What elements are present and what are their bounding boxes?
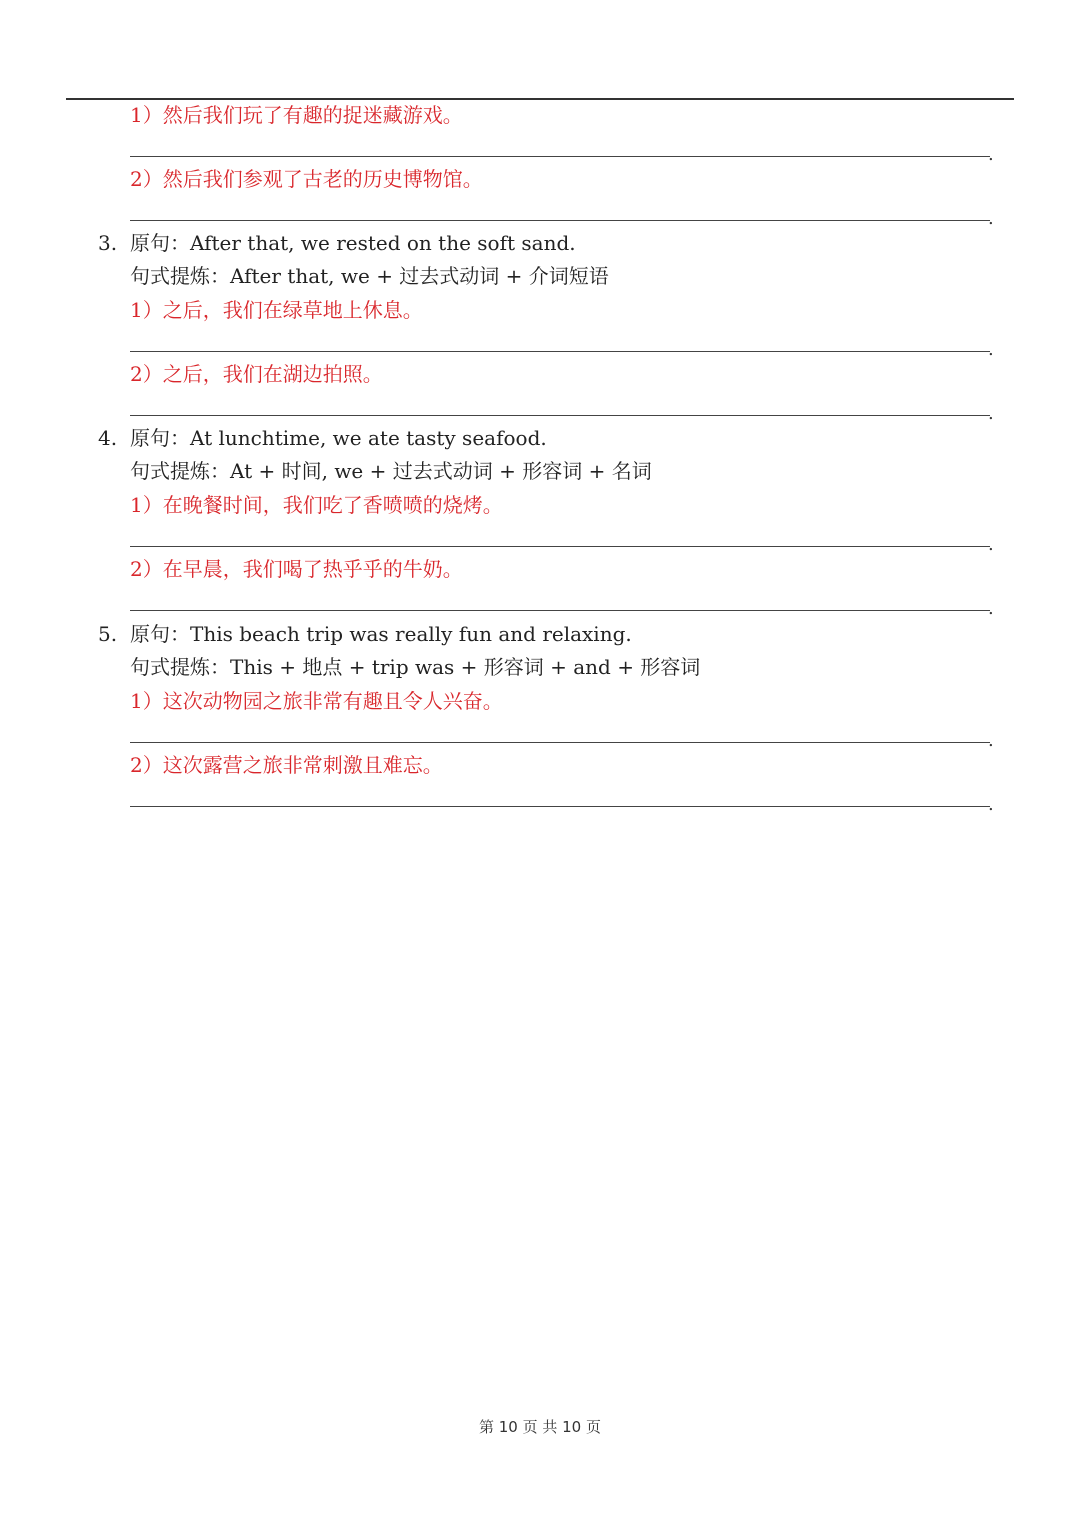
q3-original-sentence: 原句：After that, we rested on the soft sand. (130, 231, 576, 255)
q3-answer-end-1: . (988, 339, 994, 360)
q5-answer-line-1[interactable] (130, 742, 990, 743)
q5-translation-2: 2）这次露营之旅非常刺激且难忘。 (130, 753, 443, 777)
q3-answer-line-2[interactable] (130, 415, 990, 416)
q5-translation-1: 1）这次动物园之旅非常有趣且令人兴奋。 (130, 689, 503, 713)
q4-original-sentence: 原句：At lunchtime, we ate tasty seafood. (130, 426, 547, 450)
q5-answer-end-1: . (988, 730, 994, 751)
page-number-footer: 第 10 页 共 10 页 (478, 1418, 601, 1436)
header-rule (66, 98, 1014, 100)
q2-answer-end-1: . (988, 144, 994, 165)
q3-pattern: 句式提炼：After that, we + 过去式动词 + 介词短语 (130, 264, 609, 288)
q2-answer-end-2: . (988, 208, 994, 229)
q5-answer-end-2: . (988, 794, 994, 815)
q2-translation-1: 1）然后我们玩了有趣的捉迷藏游戏。 (130, 103, 463, 127)
q4-answer-line-1[interactable] (130, 546, 990, 547)
q3-answer-end-2: . (988, 403, 994, 424)
q4-number: 4. (98, 426, 118, 450)
q4-answer-line-2[interactable] (130, 610, 990, 611)
q4-answer-end-1: . (988, 534, 994, 555)
q2-translation-2: 2）然后我们参观了古老的历史博物馆。 (130, 167, 483, 191)
q2-answer-line-2[interactable] (130, 220, 990, 221)
q4-pattern: 句式提炼：At + 时间, we + 过去式动词 + 形容词 + 名词 (130, 459, 652, 483)
q4-answer-end-2: . (988, 598, 994, 619)
q3-translation-2: 2）之后，我们在湖边拍照。 (130, 362, 383, 386)
q5-pattern: 句式提炼：This + 地点 + trip was + 形容词 + and + 形容词 (130, 655, 701, 679)
q4-translation-2: 2）在早晨，我们喝了热乎乎的牛奶。 (130, 557, 463, 581)
q5-original-sentence: 原句：This beach trip was really fun and relaxing. (130, 622, 632, 646)
q4-translation-1: 1）在晚餐时间，我们吃了香喷喷的烧烤。 (130, 493, 503, 517)
q5-answer-line-2[interactable] (130, 806, 990, 807)
q5-number: 5. (98, 622, 118, 646)
q3-translation-1: 1）之后，我们在绿草地上休息。 (130, 298, 423, 322)
q3-answer-line-1[interactable] (130, 351, 990, 352)
q3-number: 3. (98, 231, 118, 255)
q2-answer-line-1[interactable] (130, 156, 990, 157)
